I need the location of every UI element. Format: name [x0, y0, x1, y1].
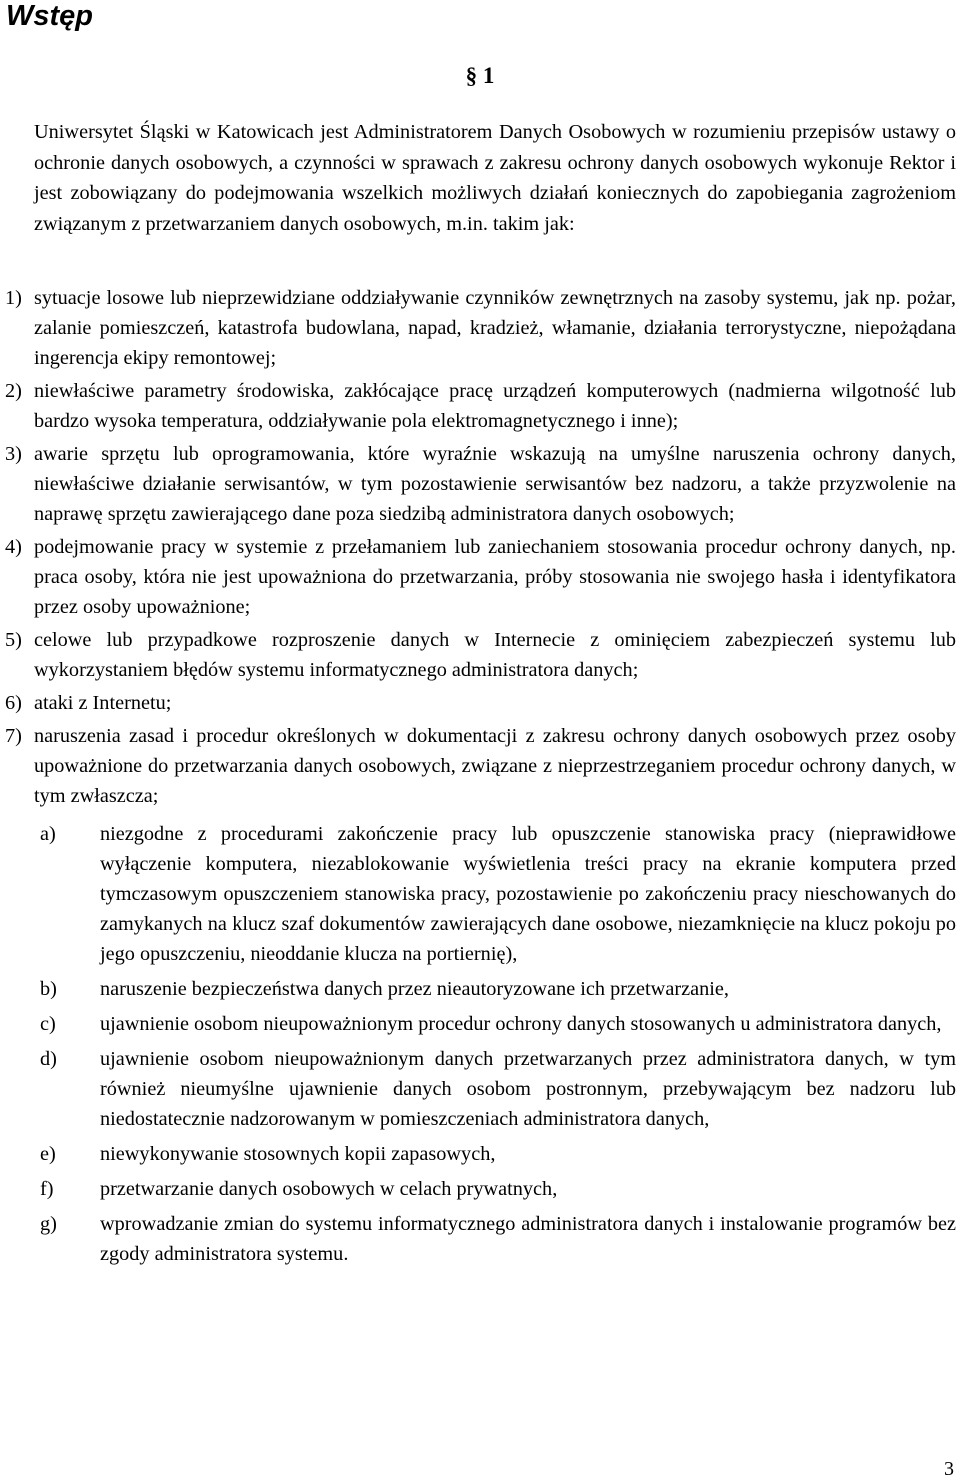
sub-list-item — [0, 1009, 956, 1039]
sub-list-marker: f) — [40, 1178, 54, 1200]
sub-list-marker: b) — [40, 978, 57, 1000]
section-mark: § 1 — [465, 63, 495, 88]
sub-list-item — [0, 1139, 956, 1169]
list-marker: 5) — [5, 629, 22, 651]
list-item — [0, 688, 956, 718]
sub-list-marker: d) — [40, 1048, 57, 1070]
list-item — [0, 439, 956, 529]
threat-list — [0, 283, 956, 1274]
sub-list-item-text: niewykonywanie stosownych kopii zapasowych, — [100, 1143, 496, 1165]
list-marker: 7) — [5, 725, 22, 747]
heading: Wstęp — [6, 0, 93, 32]
sub-list-item — [0, 974, 956, 1004]
sub-list-item-text: naruszenie bezpieczeństwa danych przez nieautoryzowane ich przetwarzanie, — [100, 978, 729, 1000]
sub-list-item — [0, 819, 956, 969]
list-item-text: podejmowanie pracy w systemie z przełamaniem lub zaniechaniem stosowania procedur ochrony danych, np. praca osoby, która nie jest upoważniona do przetwarzania, próby stosowania nie swojego hasła i identyfikatora przez osoby upoważnione; — [34, 536, 956, 618]
intro-paragraph: Uniwersytet Śląski w Katowicach jest Administratorem Danych Osobowych w rozumieniu przepisów ustawy o ochronie danych osobowych, a czynności w sprawach z zakresu ochrony danych osobowych wykonuje Rektor i jest zobowiązany do podejmowania wszelkich możliwych działań koniecznych do zapobiegania zagrożeniom związanym z przetwarzaniem danych osobowych, m.in. takim jak: — [34, 121, 956, 235]
sub-list-marker: e) — [40, 1143, 56, 1165]
sub-list-item-text: niezgodne z procedurami zakończenie pracy lub opuszczenie stanowiska pracy (nieprawidłowe wyłączenie komputera, niezablokowanie wyświetlenia treści pracy na ekranie komputera przed tymczasowym opuszczeniem stanowiska pracy, pozostawienie po zakończeniu pracy nieschowanych do zamykanych na klucz szaf dokumentów zawierających dane osobowe, niezamknięcie na klucz pokoju po jego opuszczeniu, nieoddanie klucza na portiernię), — [100, 823, 956, 965]
list-item-text: sytuacje losowe lub nieprzewidziane oddziaływanie czynników zewnętrznych na zasoby systemu, jak np. pożar, zalanie pomieszczeń, katastrofa budowlana, napad, kradzież, włamanie, działania terrorystyczne, niepożądana ingerencja ekipy remontowej; — [34, 287, 956, 369]
list-item — [0, 376, 956, 436]
list-item-text: awarie sprzętu lub oprogramowania, które wyraźnie wskazują na umyślne naruszenia ochrony danych, niewłaściwe działanie serwisantów, w tym pozostawienie serwisantów bez nadzoru, a także przyzwolenie na naprawę sprzętu zawierającego dane poza siedzibą administratora danych osobowych; — [34, 443, 956, 525]
sub-list-item — [0, 1174, 956, 1204]
sub-list-item-text: wprowadzanie zmian do systemu informatycznego administratora danych i instalowanie programów bez zgody administratora systemu. — [100, 1213, 956, 1265]
list-item-text: celowe lub przypadkowe rozproszenie danych w Internecie z ominięciem zabezpieczeń systemu lub wykorzystaniem błędów systemu informatycznego administratora danych; — [34, 629, 956, 681]
list-item — [0, 721, 956, 1269]
list-item — [0, 283, 956, 373]
list-marker: 6) — [5, 692, 22, 714]
page-number: 3 — [944, 1458, 954, 1480]
list-marker: 2) — [5, 380, 22, 402]
list-item-text: naruszenia zasad i procedur określonych w dokumentacji z zakresu ochrony danych osobowych przez osoby upoważnione do przetwarzania danych osobowych, związane z nieprzestrzeganiem procedur ochrony danych, w tym zwłaszcza; — [34, 725, 956, 807]
list-marker: 1) — [5, 287, 22, 309]
sub-list-item-text: przetwarzanie danych osobowych w celach prywatnych, — [100, 1178, 558, 1200]
sub-list-marker: g) — [40, 1213, 57, 1235]
sub-list — [0, 819, 956, 1269]
list-marker: 3) — [5, 443, 22, 465]
sub-list-item-text: ujawnienie osobom nieupoważnionym procedur ochrony danych stosowanych u administratora danych, — [100, 1013, 942, 1035]
sub-list-marker: c) — [40, 1013, 56, 1035]
list-item — [0, 532, 956, 622]
sub-list-item — [0, 1044, 956, 1134]
list-item — [0, 625, 956, 685]
sub-list-item — [0, 1209, 956, 1269]
list-marker: 4) — [5, 536, 22, 558]
sub-list-marker: a) — [40, 823, 56, 845]
list-item-text: ataki z Internetu; — [34, 692, 172, 714]
sub-list-item-text: ujawnienie osobom nieupoważnionym danych przetwarzanych przez administratora danych, w tym również nieumyślne ujawnienie danych osobom postronnym, przebywającym bez nadzoru lub niedostatecznie nadzorowanym w pomieszczeniach administratora danych, — [100, 1048, 956, 1130]
list-item-text: niewłaściwe parametry środowiska, zakłócające pracę urządzeń komputerowych (nadmierna wilgotność lub bardzo wysoka temperatura, oddziaływanie pola elektromagnetycznego i inne); — [34, 380, 956, 432]
